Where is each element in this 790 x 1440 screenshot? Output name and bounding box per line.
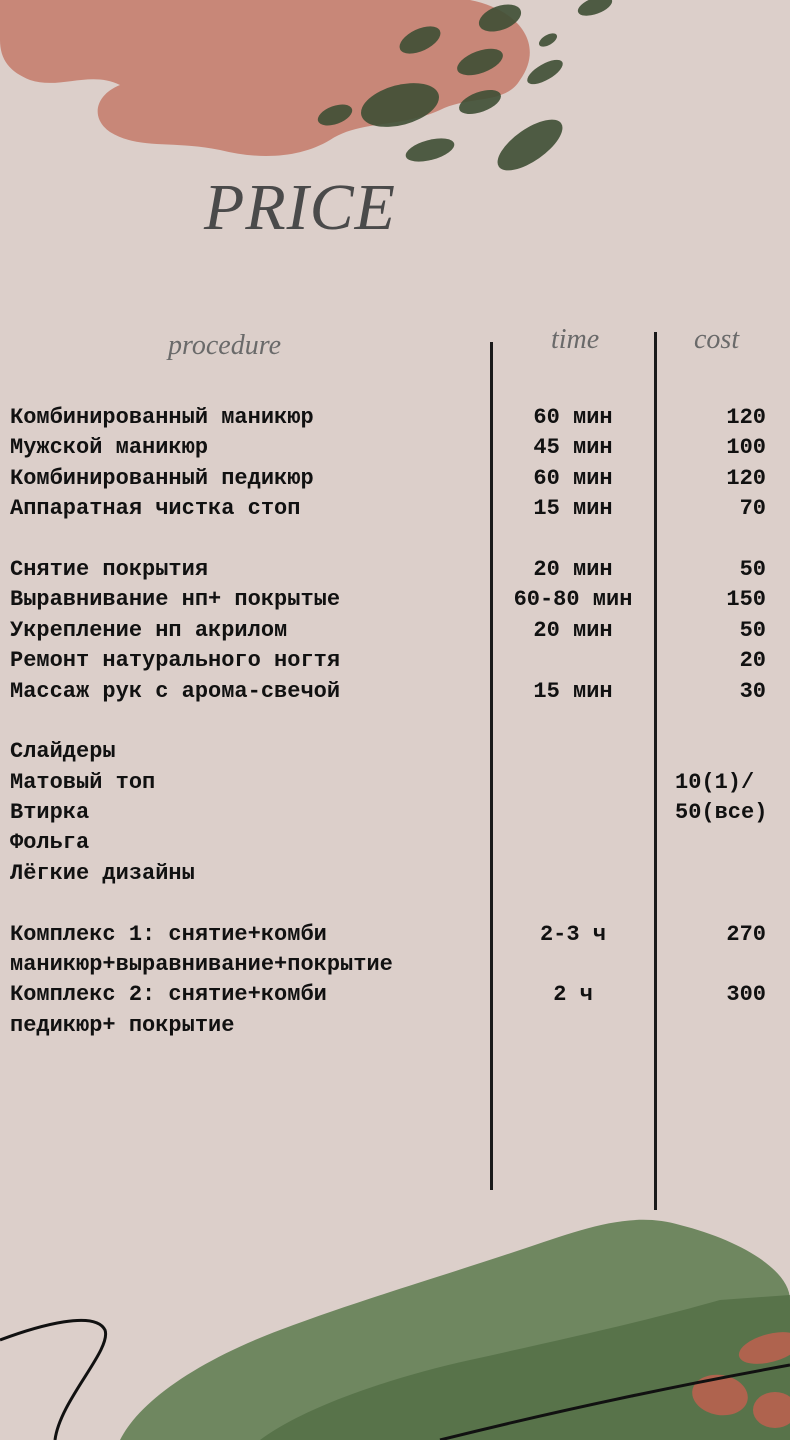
procedure-cost: 70 <box>739 496 766 522</box>
price-row <box>0 555 790 585</box>
price-row <box>0 525 790 555</box>
procedure-name: Массаж рук с арома-свечой <box>10 678 341 704</box>
procedure-name: педикюр+ покрытие <box>10 1012 235 1038</box>
procedure-cost: 100 <box>726 435 766 461</box>
column-header-time: time <box>551 324 600 355</box>
procedure-name: Аппаратная чистка стоп <box>10 496 301 522</box>
procedure-name: Втирка <box>10 800 90 826</box>
procedure-time: 2-3 ч <box>539 921 606 947</box>
price-row <box>0 768 790 798</box>
price-row <box>0 859 790 889</box>
price-row <box>0 920 790 950</box>
procedure-name: Комбинированный педикюр <box>10 465 314 491</box>
price-row <box>0 403 790 433</box>
price-row <box>0 1011 790 1041</box>
curve-line <box>0 1320 106 1440</box>
price-row <box>0 798 790 828</box>
column-header-procedure: procedure <box>168 330 281 361</box>
procedure-time: 2 ч <box>553 982 593 1008</box>
procedure-time: 60 мин <box>533 405 613 430</box>
procedure-cost: 120 <box>726 405 766 430</box>
price-row <box>0 980 790 1010</box>
procedure-name: Мужской маникюр <box>10 435 209 461</box>
procedure-name: Слайдеры <box>10 739 116 765</box>
procedure-time: 60 мин <box>533 465 613 491</box>
procedure-name: Выравнивание нп+ покрытые <box>10 587 341 613</box>
procedure-cost: 10(1)/ <box>675 769 755 795</box>
procedure-name: Укрепление нп акрилом <box>10 617 288 643</box>
procedure-cost: 20 <box>739 648 766 674</box>
procedure-name: Фольга <box>10 830 90 856</box>
price-row <box>0 433 790 463</box>
procedure-cost: 120 <box>726 465 766 491</box>
procedure-cost: 50(все) <box>675 800 768 826</box>
procedure-name: Ремонт натурального ногтя <box>10 648 341 674</box>
procedure-cost: 150 <box>726 587 766 613</box>
procedure-cost: 50 <box>739 556 766 582</box>
price-row <box>0 464 790 494</box>
procedure-name: Снятие покрытия <box>10 556 209 582</box>
procedure-name: Комплекс 1: снятие+комби <box>10 921 327 947</box>
price-row <box>0 828 790 858</box>
price-row <box>0 707 790 737</box>
price-row <box>0 889 790 919</box>
procedure-time: 15 мин <box>533 496 613 522</box>
procedure-cost: 300 <box>726 982 766 1008</box>
procedure-time: 20 мин <box>533 617 613 643</box>
price-row <box>0 950 790 980</box>
price-list <box>0 403 790 1041</box>
procedure-name: Лёгкие дизайны <box>10 860 195 886</box>
price-row <box>0 585 790 615</box>
procedure-cost: 270 <box>726 921 766 947</box>
procedure-cost: 30 <box>739 678 766 704</box>
procedure-time: 45 мин <box>533 435 613 461</box>
procedure-name: маникюр+выравнивание+покрытие <box>10 952 393 978</box>
page-title: PRICE <box>204 171 396 244</box>
procedure-time: 15 мин <box>533 678 613 704</box>
price-row <box>0 677 790 707</box>
price-row <box>0 646 790 676</box>
procedure-time: 20 мин <box>533 556 613 582</box>
column-header-cost: cost <box>694 324 740 355</box>
procedure-time: 60-80 мин <box>513 587 633 613</box>
price-row <box>0 494 790 524</box>
procedure-cost: 50 <box>739 617 766 643</box>
terracotta-blob-top <box>0 0 530 156</box>
procedure-name: Матовый топ <box>10 769 156 795</box>
procedure-name: Комбинированный маникюр <box>10 405 314 430</box>
price-row <box>0 737 790 767</box>
procedure-name: Комплекс 2: снятие+комби <box>10 982 327 1008</box>
price-row <box>0 616 790 646</box>
